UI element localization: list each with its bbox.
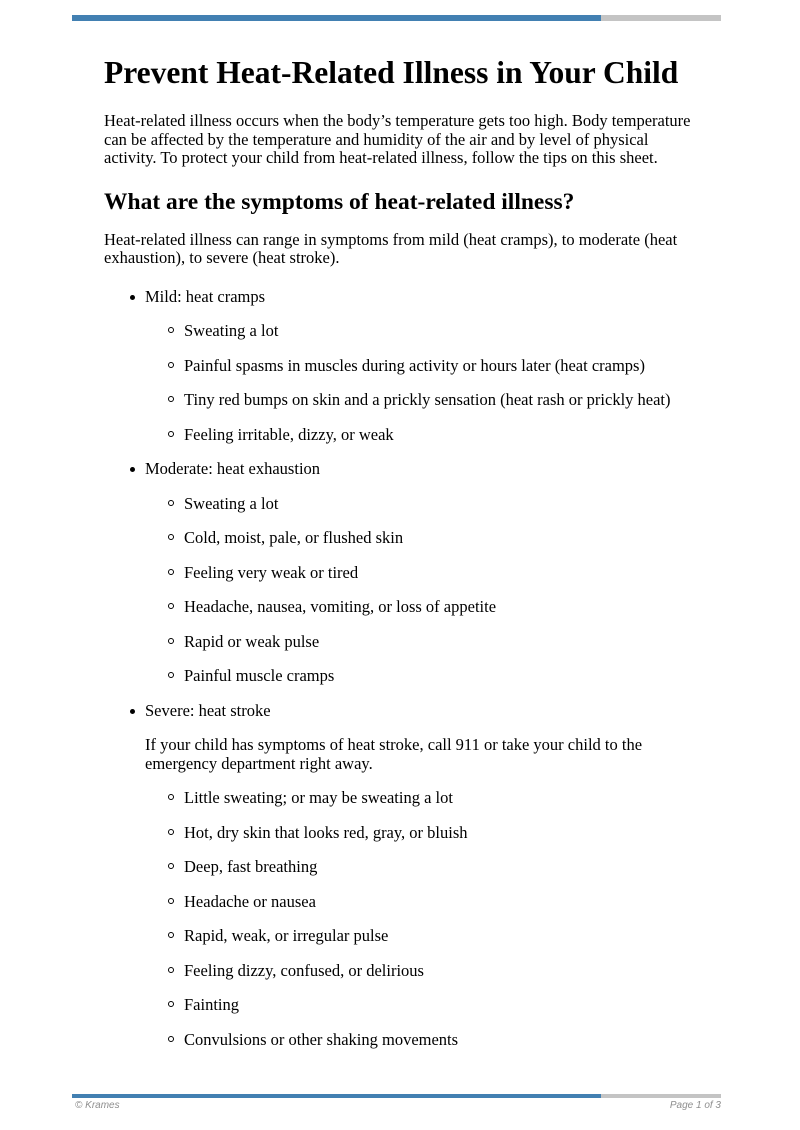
list-item: Cold, moist, pale, or flushed skin [184, 529, 696, 548]
list-item: Hot, dry skin that looks red, gray, or bluish [184, 824, 696, 843]
page-number: Page 1 of 3 [669, 1100, 721, 1111]
severe-emergency-note: If your child has symptoms of heat stroke, call 911 or take your child to the emergency department right away. [145, 735, 643, 773]
mild-label: Mild: heat cramps [145, 288, 696, 307]
list-item: Little sweating; or may be sweating a lot [184, 789, 696, 808]
page-title: Prevent Heat-Related Illness in Your Child [104, 55, 679, 90]
list-item: Sweating a lot [184, 322, 696, 341]
list-item: Convulsions or other shaking movements [184, 1031, 696, 1050]
list-item: Feeling very weak or tired [184, 564, 696, 583]
severe-label: Severe: heat stroke [145, 702, 696, 721]
list-item: Rapid or weak pulse [184, 633, 696, 652]
footer-accent-bar-blue-segment [72, 1094, 601, 1098]
severity-list [145, 288, 696, 1050]
list-item-severe [145, 702, 696, 1050]
mild-symptoms-list [184, 322, 696, 444]
list-item: Tiny red bumps on skin and a prickly sensation (heat rash or prickly heat) [184, 391, 696, 410]
list-item: Fainting [184, 996, 696, 1015]
list-item-moderate [145, 460, 696, 686]
footer-accent-bar-gray-segment [601, 1094, 721, 1098]
list-item: Deep, fast breathing [184, 858, 696, 877]
list-item: Painful spasms in muscles during activity or hours later (heat cramps) [184, 357, 696, 376]
copyright-text: © Krames [75, 1100, 120, 1111]
list-item: Rapid, weak, or irregular pulse [184, 927, 696, 946]
footer [72, 1100, 721, 1111]
intro-paragraph: Heat-related illness occurs when the body’s temperature gets too high. Body temperature can be affected by the temperature and humidity of the air and by level of physical activity. To protect your child from heat-related illness, follow the tips on this sheet. [104, 111, 691, 167]
symptoms-lead-paragraph: Heat-related illness can range in symptoms from mild (heat cramps), to moderate (heat exhaustion), to severe (heat stroke). [104, 229, 678, 267]
footer-accent-bar [72, 1094, 721, 1098]
list-item: Feeling dizzy, confused, or delirious [184, 962, 696, 981]
document-content [104, 0, 696, 1049]
list-item: Headache or nausea [184, 893, 696, 912]
list-item: Feeling irritable, dizzy, or weak [184, 426, 696, 445]
list-item: Painful muscle cramps [184, 667, 696, 686]
moderate-label: Moderate: heat exhaustion [145, 460, 696, 479]
list-item: Headache, nausea, vomiting, or loss of appetite [184, 598, 696, 617]
list-item-mild [145, 288, 696, 445]
severe-symptoms-list [184, 789, 696, 1049]
moderate-symptoms-list [184, 495, 696, 686]
symptoms-section-heading: What are the symptoms of heat-related illness? [104, 188, 575, 215]
list-item: Sweating a lot [184, 495, 696, 514]
